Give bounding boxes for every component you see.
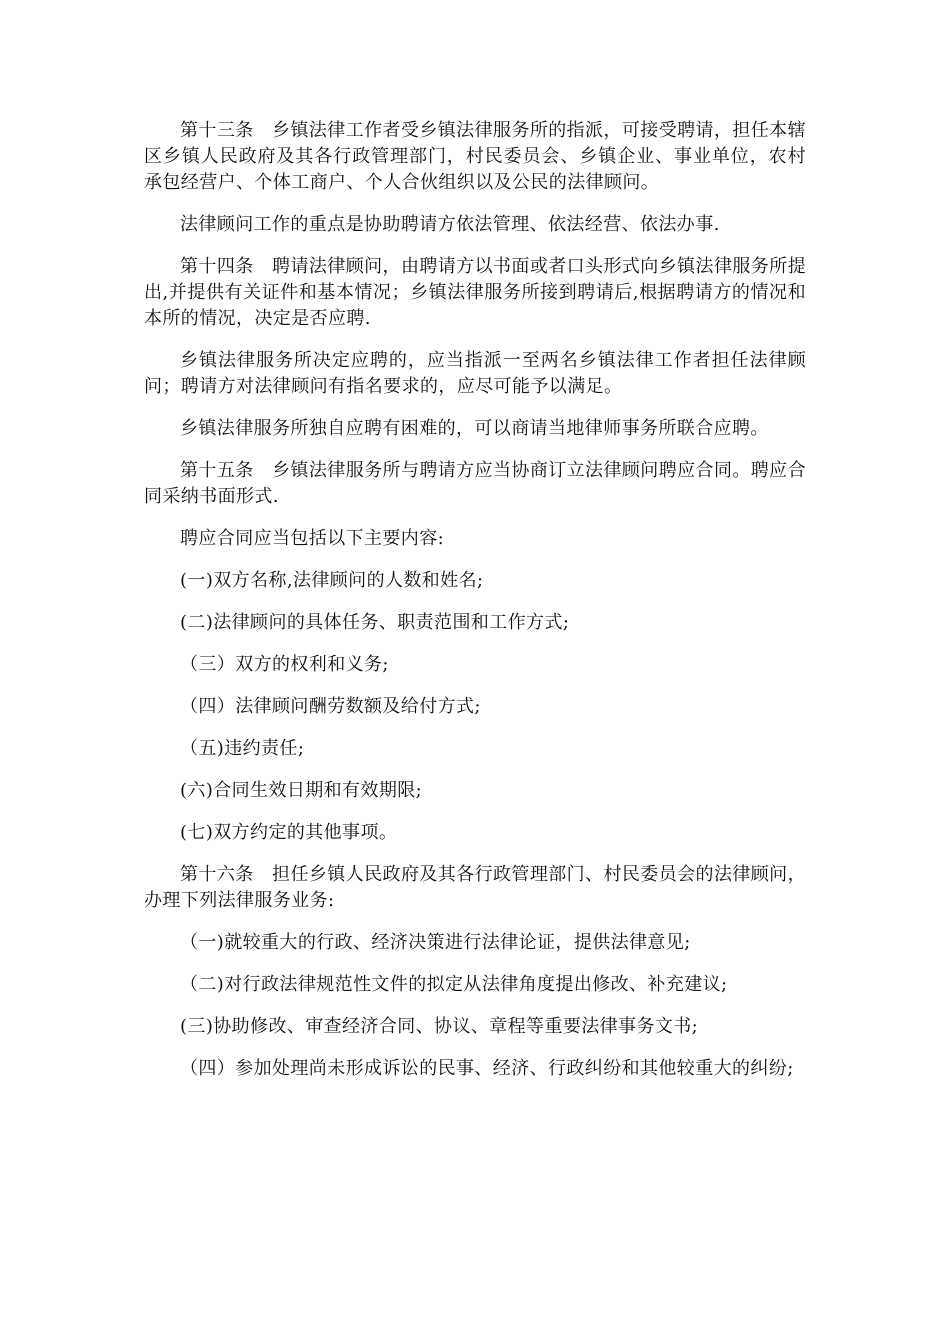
list-item-contract-1: (一)双方名称,法律顾问的人数和姓名; xyxy=(180,570,484,591)
list-item-service-1: （一)就较重大的行政、经济决策进行法律论证，提供法律意见; xyxy=(180,932,691,953)
list-item-service-2: （二)对行政法律规范性文件的拟定从法律角度提出修改、补充建议; xyxy=(180,974,728,995)
paragraph-joint-engagement: 乡镇法律服务所独自应聘有困难的，可以商请当地律师事务所联合应聘。 xyxy=(180,418,769,439)
paragraph-advisor-focus: 法律顾问工作的重点是协助聘请方依法管理、依法经营、依法办事. xyxy=(180,214,720,235)
list-item-service-4: （四）参加处理尚未形成诉讼的民事、经济、行政纠纷和其他较重大的纠纷; xyxy=(180,1058,794,1079)
paragraph-assign-advisors: 乡镇法律服务所决定应聘的，应当指派一至两名乡镇法律工作者担任法律顾问；聘请方对法律顾问有指名要求的，应尽可能予以满足。 xyxy=(144,350,806,397)
list-item-contract-2: (二)法律顾问的具体任务、职责范围和工作方式; xyxy=(180,612,570,633)
list-item-contract-7: (七)双方约定的其他事项。 xyxy=(180,822,398,843)
paragraph-article-13: 第十三条 乡镇法律工作者受乡镇法律服务所的指派，可接受聘请，担任本辖区乡镇人民政府及其各行政管理部门，村民委员会、乡镇企业、事业单位，农村承包经营户、个体工商户、个人合伙组织以及公民的法律顾问。 xyxy=(144,120,806,193)
paragraph-article-16: 第十六条 担任乡镇人民政府及其各行政管理部门、村民委员会的法律顾问，办理下列法律服务业务: xyxy=(144,864,806,911)
list-item-service-3: (三)协助修改、审查经济合同、协议、章程等重要法律事务文书; xyxy=(180,1016,699,1037)
document-body xyxy=(144,118,806,1082)
list-item-contract-4: （四）法律顾问酬劳数额及给付方式; xyxy=(180,696,481,717)
list-item-contract-6: (六)合同生效日期和有效期限; xyxy=(180,780,423,801)
paragraph-article-15: 第十五条 乡镇法律服务所与聘请方应当协商订立法律顾问聘应合同。聘应合同采纳书面形式. xyxy=(144,460,806,507)
paragraph-article-14: 第十四条 聘请法律顾问，由聘请方以书面或者口头形式向乡镇法律服务所提出,并提供有关证件和基本情况；乡镇法律服务所接到聘请后,根据聘请方的情况和本所的情况，决定是否应聘. xyxy=(144,256,806,329)
list-item-contract-3: （三）双方的权利和义务; xyxy=(180,654,389,675)
list-item-contract-5: （五)违约责任; xyxy=(180,738,305,759)
paragraph-contract-contents: 聘应合同应当包括以下主要内容: xyxy=(180,528,445,549)
